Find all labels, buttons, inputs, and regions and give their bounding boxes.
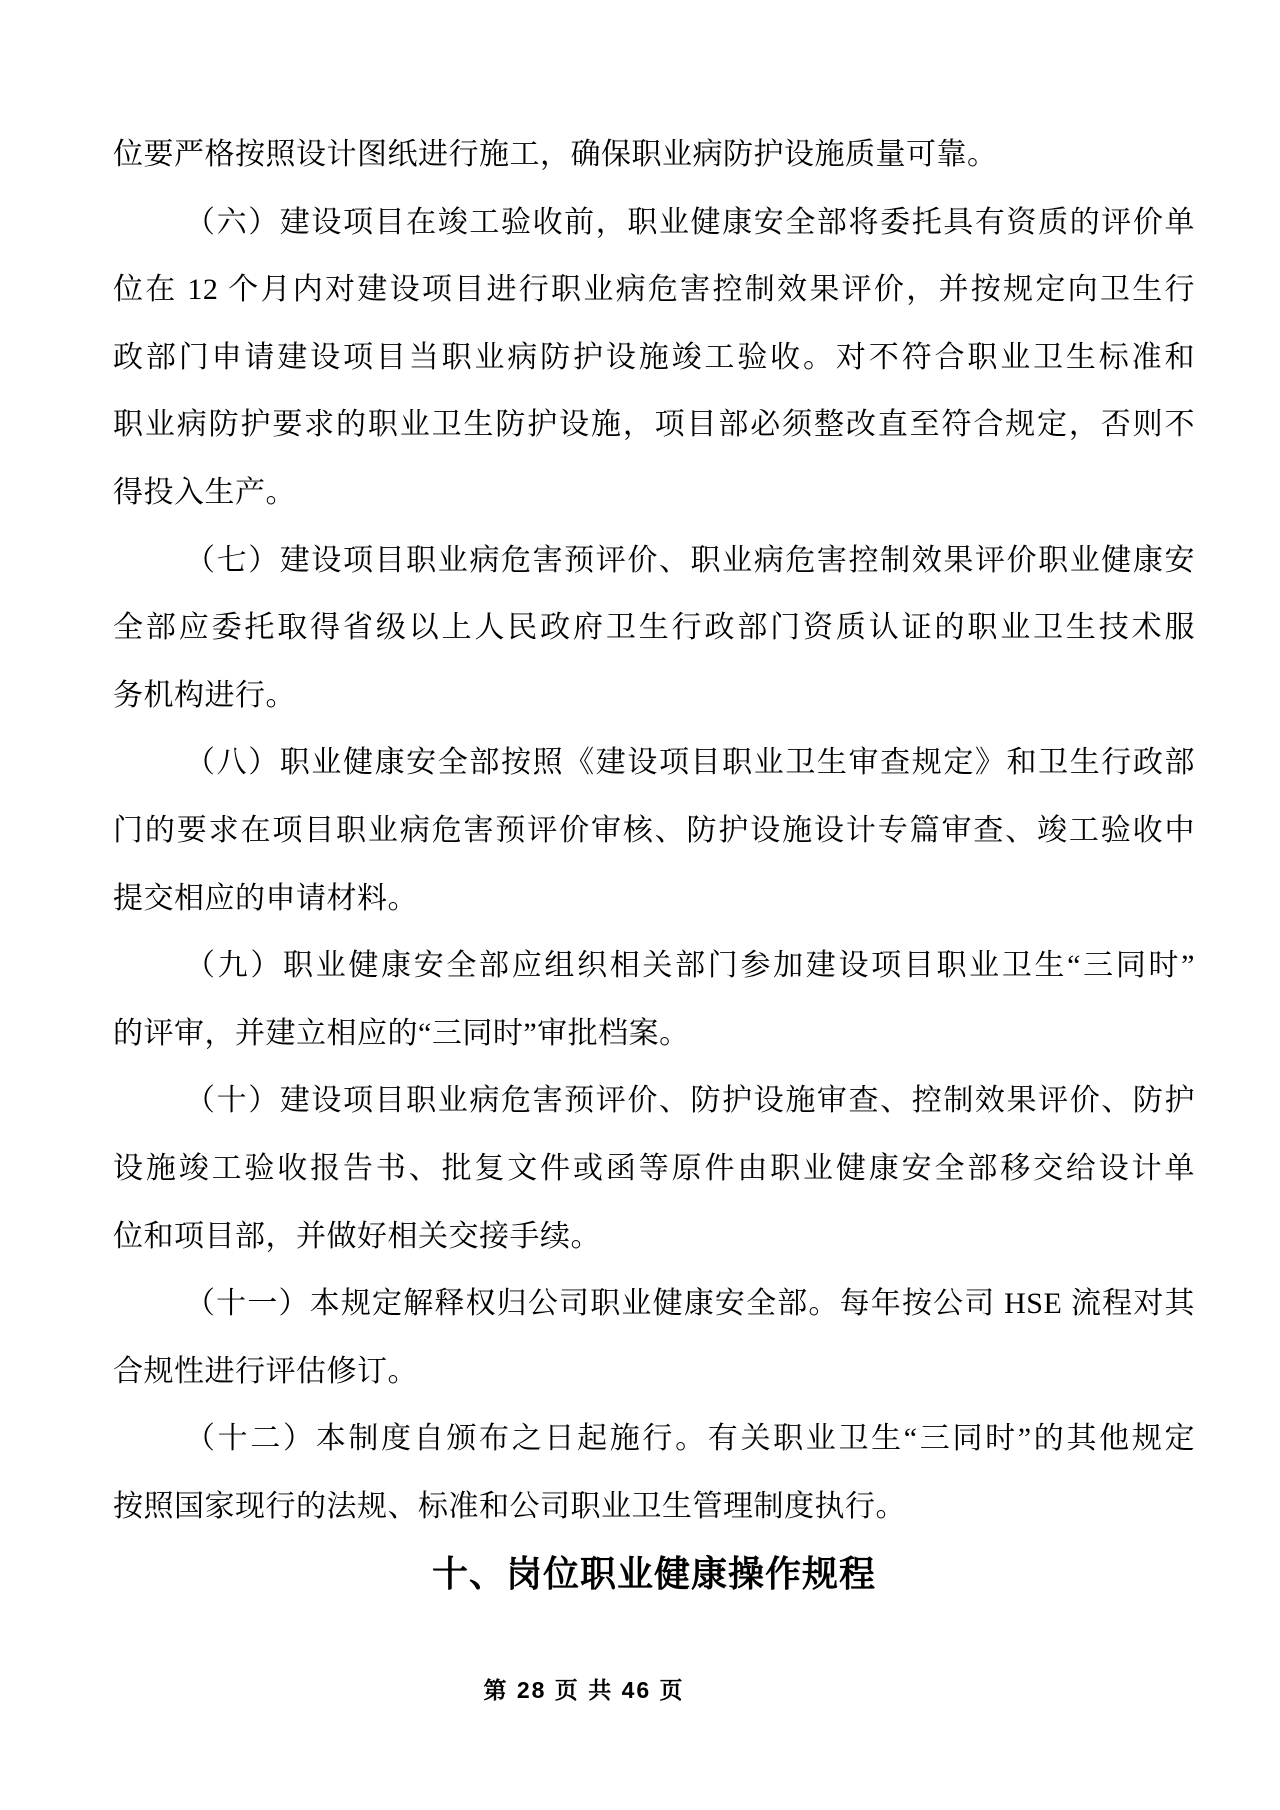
body-line: 设施竣工验收报告书、批复文件或函等原件由职业健康安全部移交给设计单 (113, 1151, 1195, 1185)
body-line: （六）建设项目在竣工验收前，职业健康安全部将委托具有资质的评价单 (185, 205, 1195, 239)
body-line: 合规性进行评估修订。 (113, 1354, 418, 1388)
body-line: 门的要求在项目职业病危害预评价审核、防护设施设计专篇审查、竣工验收中 (113, 813, 1195, 847)
body-line: 位在 12 个月内对建设项目进行职业病危害控制效果评价，并按规定向卫生行 (113, 273, 1195, 307)
body-line: 政部门申请建设项目当职业病防护设施竣工验收。对不符合职业卫生标准和 (113, 340, 1195, 374)
body-line: （十一）本规定解释权归公司职业健康安全部。每年按公司 HSE 流程对其 (185, 1287, 1195, 1321)
body-line: 的评审，并建立相应的“三同时”审批档案。 (113, 1016, 690, 1050)
body-line: 全部应委托取得省级以上人民政府卫生行政部门资质认证的职业卫生技术服 (113, 611, 1195, 645)
body-line: 得投入生产。 (113, 475, 296, 509)
body-line: 位和项目部，并做好相关交接手续。 (113, 1219, 601, 1253)
body-line: 按照国家现行的法规、标准和公司职业卫生管理制度执行。 (113, 1489, 906, 1523)
page-footer: 第 28 页 共 46 页 (483, 1677, 685, 1703)
body-line: （八）职业健康安全部按照《建设项目职业卫生审查规定》和卫生行政部 (185, 746, 1195, 780)
body-line: （十二）本制度自颁布之日起施行。有关职业卫生“三同时”的其他规定 (185, 1422, 1195, 1456)
body-line: 提交相应的申请材料。 (113, 881, 418, 915)
section-heading: 十、岗位职业健康操作规程 (431, 1553, 876, 1595)
body-line: （七）建设项目职业病危害预评价、职业病危害控制效果评价职业健康安 (185, 543, 1195, 577)
body-line: 职业病防护要求的职业卫生防护设施，项目部必须整改直至符合规定，否则不 (113, 408, 1195, 442)
body-line: 务机构进行。 (113, 678, 296, 712)
body-line: （九）职业健康安全部应组织相关部门参加建设项目职业卫生“三同时” (185, 949, 1195, 983)
document-body (113, 121, 1195, 1608)
body-line: 位要严格按照设计图纸进行施工，确保职业病防护设施质量可靠。 (113, 138, 998, 171)
body-line: （十）建设项目职业病危害预评价、防护设施审查、控制效果评价、防护 (185, 1084, 1195, 1118)
